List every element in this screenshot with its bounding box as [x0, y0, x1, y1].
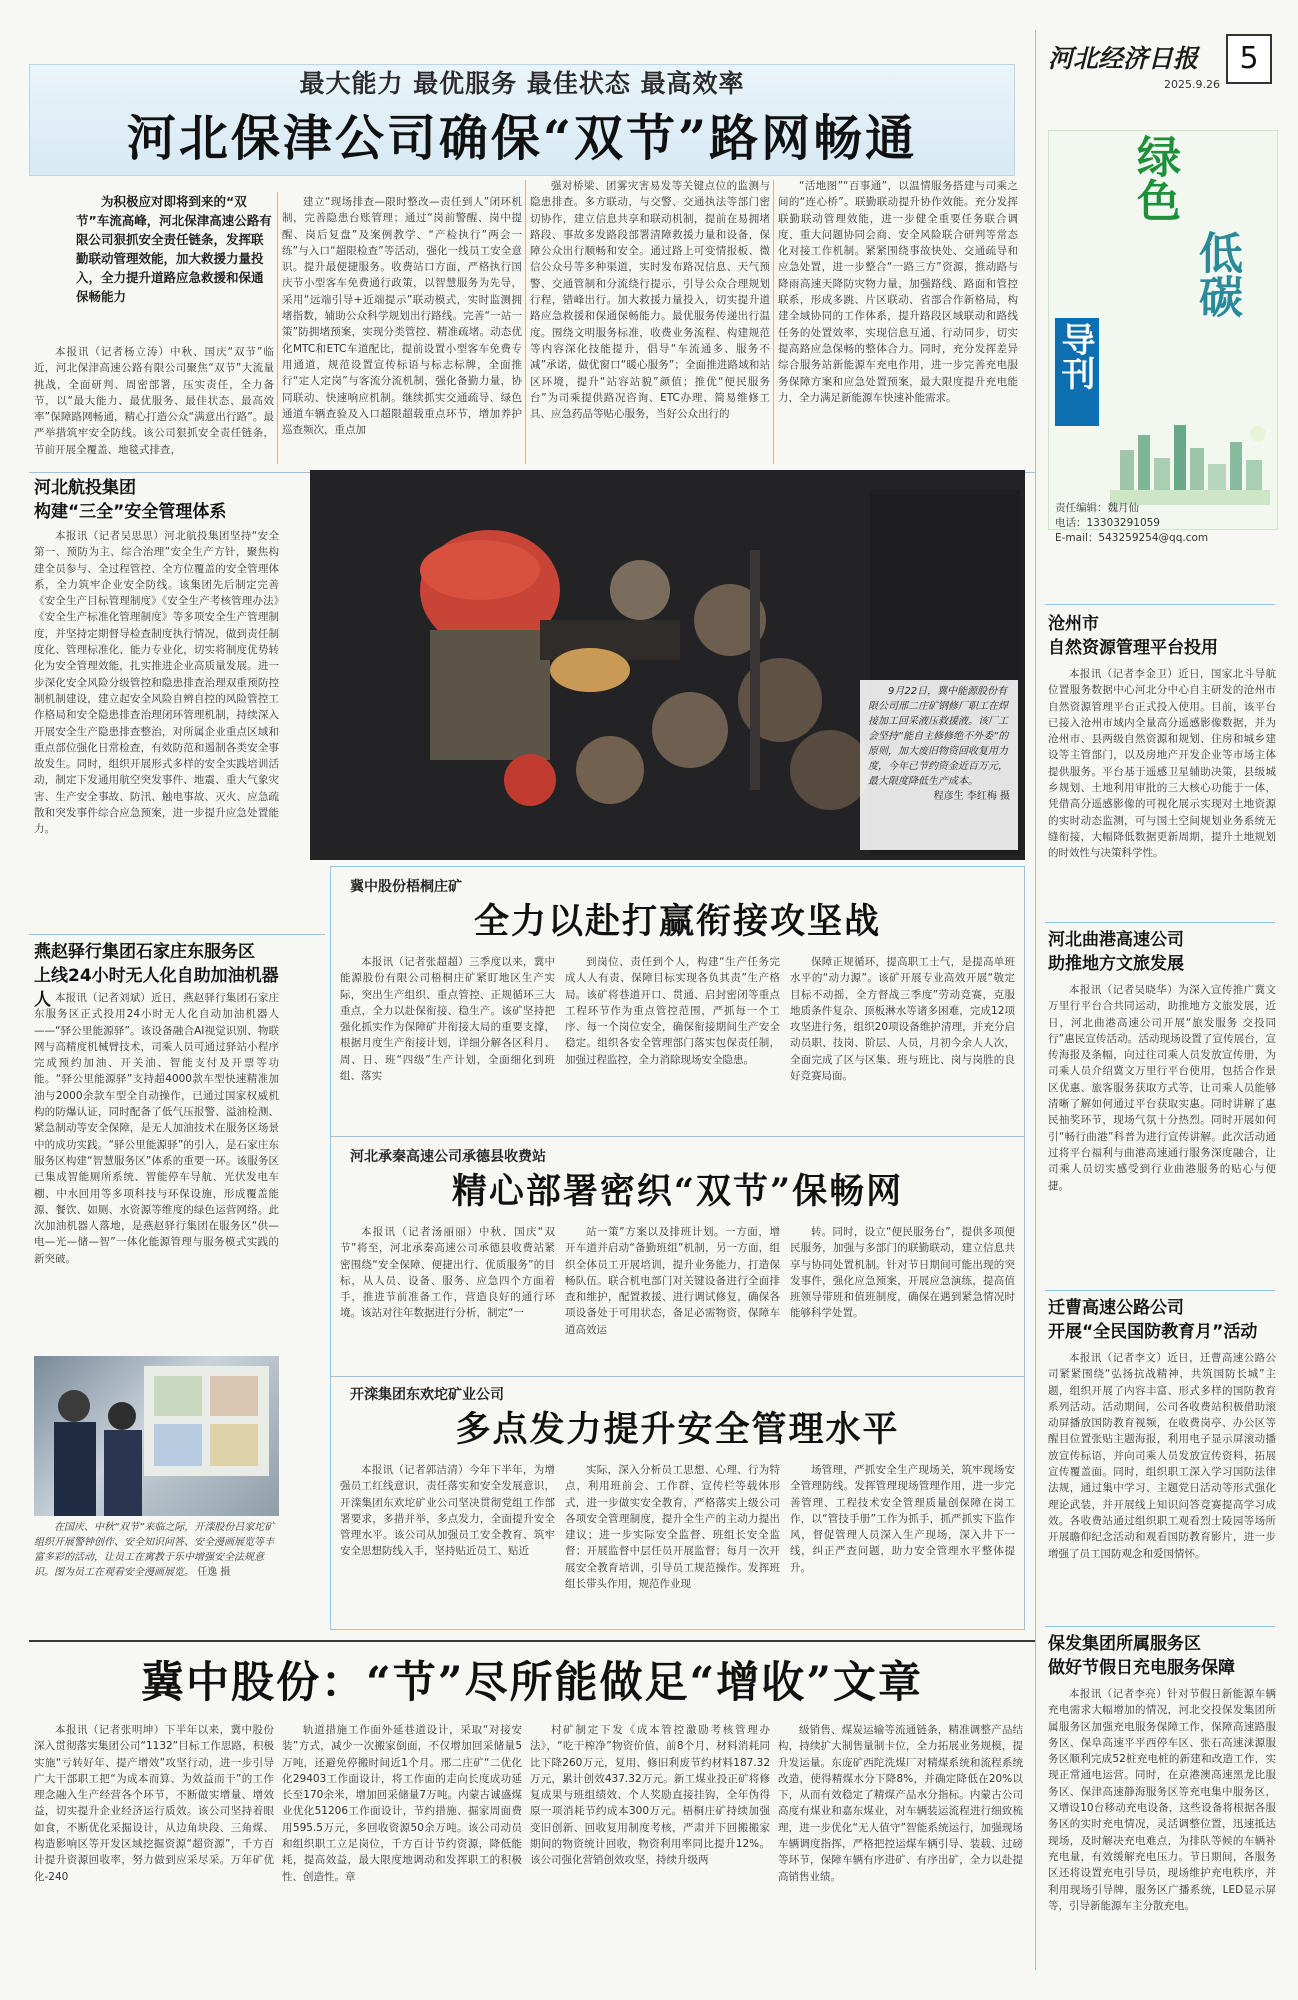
right-article-1-title: 沧州市 自然资源管理平台投用: [1048, 614, 1218, 658]
lead-divider-3: [773, 180, 774, 464]
left-article-1-title: 河北航投集团 构建“三全”安全管理体系: [34, 478, 227, 522]
right-article-3-title: 迁曹高速公路公司 开展“全民国防教育月”活动: [1048, 1298, 1258, 1342]
bottom-divider: [29, 1640, 1035, 1642]
center-article-2-col2: 站一策”方案以及排班计划。一方面，增开车道并启动“备勤班组”机制，另一方面，组织全体员工开展培训，提升业务能力，打造保畅队伍。联合机电部门对关键设备进行全面排查和维护，配置救援、进行调试修复，确保各项设备处于可用状态，备足必需物资，保障车道高效运: [565, 1226, 780, 1336]
lead-headline: 河北保津公司确保“双节”路网畅通: [126, 109, 918, 167]
right-article-2-body: 本报讯（记者吴晓华）为深入宣传推广冀文万里行平台合共同运动，助推地方文旅发展，近日，河北曲港高速公司开展“旅发服务 交投同行”惠民宣传活动。活动现场设置了宣传展台，宣传海报及条幅，向过往司乘人员发放宣传册，为司乘人员介绍冀文万里行平台使用，包括合作景区优惠、旅客服务获取方式等，让司乘人员能够清晰了解如何通过平台获取实惠。同时讲解了惠民抽奖环节，现场气氛十分热烈。同时开展如何引“畅行曲港”科普为进行宣传讲解。此次活动通过将平台福利与曲港高速通行服务深度融合，让司乘人员切实感受到行业曲港服务的贴心与便捷。: [1048, 984, 1276, 1192]
guide-label: 导刊: [1055, 322, 1095, 390]
center-article-3-kicker: 开滦集团东欢坨矿业公司: [350, 1387, 504, 1403]
lead-col2: 建立“现场排查—限时整改—责任到人”闭环机制，完善隐患台账管理；通过“岗前警醒、岗中提醒、岗后复盘”及案例教学、“产检执行”两会一练”与入口“超限检查”等活动，强化一线员工安全意识。提升最便捷服务。收费站口方面，严格执行国庆节小型客车免费通行政策，以智慧服务为先导，采用“远端引导+近端提示”联动模式，实时监测拥堵指数，辅助公众科学规划出行路线。完善“一站一策”防拥堵预案，实现分类管控、精准疏堵。动态优化MTC和ETC车道配比，提前设置小型客车免费专用通道，规范设置宣传标语与标志标牌，全面推行“定人定岗”与客流分流机制，强化备勤力量，协同联动、快速响应机制。继续抓实交通疏导、绿色通道车辆查验及入口超限超载重点环节，增加养护巡查频次，重点加: [282, 196, 522, 437]
right-column-divider: [1035, 30, 1036, 1970]
right-article-1-body: 本报讯（记者李金卫）近日，国家北斗导航位置服务数据中心河北分中心自主研发的沧州市自然资源管理平台正式投入使用。目前，该平台已接入沧州市域内全量高分遥感影像数据，并为沧州市、县两级自然资源和规划、住房和城乡建设等主管部门，以及房地产开发企业等市场主体提供服务。平台基于遥感卫星辅助决策，县级城乡规划、土地利用审批的三大核心功能于一体，凭借高分遥感影像的可视化展示实现对土地资源的实时动态监测，可与国土空间规划业务系统无缝衔接，大幅降低数据更新周期，提升土地规划的时效性与决策科学性。: [1048, 668, 1276, 860]
center-divider-2: [330, 1376, 1025, 1377]
guide-theme-green: 绿色: [1129, 134, 1180, 222]
center-article-1-kicker: 冀中股份梧桐庄矿: [350, 879, 462, 895]
center-article-3-col1: 本报讯（记者郭洁清）今年下半年，为增强员工红线意识，责任落实和安全发展意识，开滦集团东欢坨矿业公司坚决贯彻党组工作部署要求，多措并举，多点发力，全面提升安全管理水平。该公司从加强员工安全教育、筑牢安全思想防线入手，坚持贴近员工、贴近: [340, 1464, 555, 1558]
left-article-1-body: 本报讯（记者吴思思）河北航投集团坚持“安全第一、预防为主、综合治理”安全生产方针，聚焦构建全员参与、全过程管控、全方位覆盖的安全管理体系，全力筑牢企业安全防线。该集团先后制定完善《安全生产目标管理制度》《安全生产考核管理办法》《安全生产标准化管理制度》等多项安全生产管理制度，并坚持定期督导检查制度执行情况，做到责任制度化、管理标准化、能力专业化，切实将制度优势转化为安全管理效能，扎实推进企业高质量发展。进一步深化安全风险分级管控和隐患排查治理双重预防控制机制建设，建立起安全风险自辨自控的风险管控工作格局和安全隐患排查治理闭环管理机制，持续深入开展安全生产隐患排查整治，对所属企业重点区域和重点部位强化日常检查，有效防范和遏制各类安全事故发生。同时，组织开展形式多样的安全实践培训活动，制定下发通用航空突发事件、地震、重大气象灾害、生产安全事故、防汛、触电事故、灭火、应急疏散和突发事件综合应急预案，进一步提升应急处置能力。: [34, 530, 279, 836]
center-article-3-col2: 实际，深入分析员工思想、心理、行为特点，利用班前会、工作群、宣传栏等载体形式，进一步做实安全教育，严格落实上级公司各项安全管理制度，提升全生产的主动力提出建议；进一步实际安全监督、班组长安全监督；开展监督中层任员开展监督；每月一次开展安全教育培训，引导员工规范操作。发挥班组长带头作用，规范作业现: [565, 1464, 780, 1591]
center-article-3-col3: 场管理，严抓安全生产现场关，筑牢现场安全管理防线。发挥管理现场管理作用，进一步完善管理、工程技术安全管理质量创保障在岗工作，以“管技手册”工作为抓手，抓严抓实下监作风，督促管理人员深入生产现场，深入井下一线，纠正严查问题，助力安全管理水平整体提升。: [790, 1464, 1015, 1574]
right-article-2-title: 河北曲港高速公司 助推地方文旅发展: [1048, 930, 1184, 974]
right-divider-4: [1045, 1626, 1275, 1627]
center-article-2-kicker: 河北承秦高速公司承德县收费站: [350, 1149, 546, 1165]
center-article-2-col3: 转。同时，设立“便民服务台”，提供多项便民服务，加强与多部门的联勤联动，建立信息共享与协同处置机制。针对节日期间可能出现的突发事件，强化应急预案，开展应急演练，提高值班领导带班和值班制度，确保在遇到紧急情况时能够科学处置。: [790, 1226, 1015, 1320]
left-photo-credit: 任逸 摄: [197, 1567, 231, 1578]
right-article-4-title: 保发集团所属服务区 做好节假日充电服务保障: [1048, 1634, 1235, 1678]
bottom-col1: 本报讯（记者张明坤）下半年以来，冀中股份深入贯彻落实集团公司“1132”目标工作思路，积极实施“亏转好年、提产增效”攻坚行动，进一步引导广大干部职工把“为成本而算、为效益而干”的工作理念融入生产经营各个环节，不断做实增量、增效益，切实提升企业经济运行质效。该公司坚持着眼如食，不断优化采掘设计，从边角块段、三角煤、构造影响区等开发区域挖掘资源“超资源”，千方百计提升资源回收率，努力做到应采尽采。万年矿优化-240: [34, 1724, 274, 1883]
left-divider-mid: [29, 934, 325, 935]
left-article-2-title: 燕赵驿行集团石家庄东服务区 上线24小时无人化自助加油机器人: [34, 942, 279, 1010]
lead-summary: 为积极应对即将到来的“双节”车流高峰，河北保津高速公路有限公司狠抓安全责任链条，发挥联勤联动管理效能，加大救援力量投入，全力提升道路应急救援和保通保畅能力: [76, 194, 272, 304]
paper-name: 河北经济日报: [1048, 44, 1199, 73]
guide-theme-lowcarbon: 低碳: [1191, 230, 1242, 318]
center-divider-1: [330, 1136, 1025, 1137]
bottom-headline: 冀中股份：“节”尽所能做足“增收”文章: [141, 1658, 923, 1708]
left-photo: [34, 1356, 279, 1516]
center-article-1-headline: 全力以赴打赢衔接攻坚战: [473, 901, 881, 942]
skyline-illustration: [1110, 420, 1270, 505]
main-photo-caption-text: 9月22日，冀中能源股份有限公司邢二庄矿钢修厂职工在焊接加工回采液压救援液。该厂工会坚持“能自主修修绝不外委”的原则，加大废旧物资回收复用力度，今年已节约资金近百万元，最大限度降低生产成本。: [868, 686, 1009, 787]
lead-col1: 本报讯（记者杨立涛）中秋、国庆“双节”临近，河北保津高速公路有限公司聚焦“双节”大流量挑战，全面研判、周密部署，压实责任，全力备节，以“最大能力、最优服务、最佳状态、最高效率”保障路网畅通，精心打造公众“满意出行路”。最严举措筑牢安全防线。该公司狠抓安全责任链条，节前开展全覆盖、地毯式排查，: [34, 346, 274, 456]
page-number: 5: [1239, 41, 1259, 76]
right-divider-1: [1045, 604, 1275, 605]
lead-col3: 强对桥梁、团雾灾害易发等关键点位的监测与隐患排查。多方联动，与交警、交通执法等部门密切协作，建立信息共享和联动机制，提前在易拥堵路段、事故多发路段部署清障救援力量和设备，保障公众出行顺畅和安全。通过路上可变情报板、微信公众号等多种渠道，实时发布路况信息、天气预警、交通管制和分流绕行提示，引导公众合理规划行程，错峰出行。加大救援力量投入，切实提升道路应急救援和保通保畅能力。最优服务传递出行温度。围绕文明服务标准，收费业务流程、构建规范等内容深化技能提升，倡导“车流通多、服务不减”承诺，做优窗口“暖心服务”；全面推进路域和站区环境，提升“站容站貌”颜值；推优“便民服务台”为司乘提供路况咨询、ETC办理、简易维修工具、应急药品等贴心服务，当好公众出行的: [530, 180, 770, 421]
right-article-3-body: 本报讯（记者李文）近日，迁曹高速公路公司紧紧围绕“弘扬抗战精神，共筑国防长城”主题，组织开展了内容丰富、形式多样的国防教育系列活动。活动期间，公司各收费站积极借助滚动屏播放国防教育视频，在收费岗亭、办公区等醒目位置张贴主题海报，利用电子显示屏滚动播放宣传标语，并向司乘人员发放宣传资料，拓展宣传覆盖面。同时，组织职工深入学习国防法律法规，通过集中学习、主题党日活动等形式强化理论武装，并开展线上知识问答竞赛提高学习成效。各收费站通过组织职工观看烈士陵园等场所开展瞻仰纪念活动和观看国防教育影片，进一步增强了员工国防观念和爱国情怀。: [1048, 1352, 1276, 1560]
lead-col4: “活地图”“百事通”，以温情服务搭建与司乘之间的“连心桥”。联勤联动提升协作效能。充分发挥联勤联动管理效能，进一步健全重要任务联合调度、重大问题协同会商、安全风险联合研判等常态化对接工作机制。紧紧围绕事故快处、交通疏导和应急处置，进一步整合“一路三方”资源，推动路与降雨高速天降防灾物力量，加强路线、路面和管控联系，形成多跳、片区联动、省部合作新格局，构建全域协同的工作体系，提升路段区域联动和路线任务的处置效率，实现信息互通、行动同步，切实提高路应急保畅的整体合力。同时，充分发挥差异综合服务站新能源车充电作用，进一步完善充电服务保障方案和应急处置预案，最大限度提升充电能力，全力满足新能源车快速补能需求。: [778, 180, 1018, 404]
center-article-2-headline: 精心部署密织“双节”保畅网: [451, 1171, 904, 1212]
issue-date: 2025.9.26: [1164, 78, 1220, 91]
right-article-4-body: 本报讯（记者李亮）针对节假日新能源车辆充电需求大幅增加的情况，河北交投保发集团所属服务区加强充电服务保障工作，保障高速路服务区、保阜高速平平西停车区、张石高速涞源服务区顺利完成52桩充电桩的新建和改造工作，实现正常通电运营。同时，在京港澳高速黑龙比服务区、保津高速静海服务区等充电集中服务区，又增设10台移动充电设备，这些设备将根据各服务区的实时充电情况，灵活调整位置，迅速抵达现场，及时解决充电难点，为排队等候的车辆补充电量，有效缓解充电压力。节日期间，各服务区还将设置充电引导员，现场维护充电秩序，并利用现场引导牌，服务区广播系统，LED显示屏等，引导新能源车主分散充电。: [1048, 1688, 1276, 1912]
main-photo-credit: 程彦生 李红梅 摄: [933, 791, 1010, 802]
center-article-1-col3: 保障正规循环，提高职工士气，是提高单班水平的“动力源”。该矿开展专业高效开展“敬定目标不动摇，全方督战三季度”劳动竞赛，克服地质条件复杂、顶板淋水等诸多困难，完成12项攻坚进行务，组织20项设备维护清理，并充分启动员职、技岗、阶层、人员，月初今余人人次，全面完成了区与区集、班与班比、岗与岗胜的良好竞赛局面。: [790, 956, 1015, 1083]
lead-divider-1: [277, 192, 278, 464]
left-article-2-body: 本报讯（记者刘斌）近日，燕赵驿行集团石家庄东服务区正式投用24小时无人化自动加油机器人——“驿公里能源驿”。该设备融合AI视觉识别、物联网与高精度机械臂技术，司乘人员可通过驿站小程序完成预约加油、开关油、智能支付及开票等功能。“驿公里能源驿”支持超4000款车型快速精准加油与2000余款车型全自动操作，已通过国家权威机构的防爆认证，同时配备了低气压报警、溢油检测、紧急制动等安全保障，是无人加油技术在服务区场景中的成功实践。“驿公里能源驿”的引入，是石家庄东服务区构建“智慧服务区”体系的重要一环。该服务区已集成智能厕所系统、智能停车导航、光伏发电车棚、中水回用等多项科技与环保设施，形成覆盖能源、餐饮、如厕、水资源等维度的绿色运营网络。此次加油机器人落地，是燕赵驿行集团在服务区“供—电—光—储—智”一体化能源管理与服务模式实践的新突破。: [34, 992, 279, 1265]
bottom-col4: 级销售、煤炭运输等流通链条，精准调整产品结构，持续扩大制售量制卡位，全力拓展业务规模，提升发运量。东庞矿西陀洗煤厂对精煤系统和流程系统改造，使得精煤水分下降8%，并确定降低在20%以下，从而有效稳定了精煤产品水分指标。内蒙古公司高度有煤业和嘉东煤业，对车辆装运流程进行细致梳理，进一步优化“无人值守”智能系统运行，加强现场车辆调度指挥，严格把控运煤车辆引导、装载、过磅等环节，保障车辆有序进矿、有序出矿，全力以赴提高销售业绩。: [778, 1724, 1023, 1883]
center-article-1-col2: 到岗位、责任到个人，构建“生产任务完成人人有责、保障目标实现各负其责”生产格局。该矿将巷道开口、贯通、启封密闭等重点工程环节作为重点管控范围，严抓每一个工序、每一个岗位安全，确保衔接期间生产安全稳定。组织各安全管理部门落实包保责任制，加强过程监控，全力消除现场安全隐患。: [565, 956, 780, 1066]
bottom-col3: 村矿制定下发《成本管控激励考核管理办法》，“吃干榨净”物资价值，前8个月，材料消耗同比下降260万元，复用、修旧利废节约材料187.32万元，累计创效437.32万元。新工煤业投正矿将修复成果与班组绩效、个人奖励直接挂钩，全年伪得原一项消耗节约成本300万元。梧桐庄矿持续加强变旧创新、回收复用制度考核，严肃并下回搬搬家期间的物资统计回收，物资利用率同比提升12%。该公司强化营销创效攻坚，持续升级两: [530, 1724, 770, 1867]
lead-divider-2: [525, 180, 526, 464]
lead-kicker: 最大能力 最优服务 最佳状态 最高效率: [299, 69, 745, 98]
bottom-col2: 轨道措施工作面外延巷道设计，采取“对接安装”方式，减少一次搬家倒面，不仅增加回采储量5万吨，还避免停搬时间近1个月。邢二庄矿“二优化化29403工作面设计，将工作面的走向长度成功延长至170余米，增加回采储量7万吨。内蒙古诚盛煤业优化51206工作面设计，节约措施、掘家周面费用595.5万元，多回收资源50余万吨。该公司动员和组织职工立足岗位，千方百计节约资源，降低能耗，提高效益，最大限度地调动和发挥职工的积极性、创造性。章: [282, 1724, 522, 1883]
guide-phone: 电话：13303291059: [1055, 517, 1160, 529]
center-article-1-col1: 本报讯（记者张超超）三季度以来，冀中能源股份有限公司梧桐庄矿紧盯地区生产实际，突出生产组织、重点管控、正规循环三大重点，全力以赴保衔接、稳生产。该矿坚持把强化抓实作为保障矿井衔接大局的重要支撑，根据月度生产衔接计划，详细分解各区科月、周、日、班“四级”生产计划，全面细化到班组、落实: [340, 956, 555, 1083]
center-article-2-col1: 本报讯（记者汤丽丽）中秋、国庆“双节”将至，河北承秦高速公司承德县收费站紧密围绕“安全保障、便捷出行、优质服务”的目标，从人员、设备、服务、应急四个方面着手，推进节前准备工作，营造良好的通行环境。该站对往年数据进行分析，制定“一: [340, 1226, 555, 1320]
guide-editor: 责任编辑：魏月仙: [1055, 502, 1139, 514]
guide-email: E-mail：543259254@qq.com: [1055, 532, 1209, 544]
right-divider-3: [1045, 1290, 1275, 1291]
main-photo-caption: [868, 684, 1010, 804]
left-photo-caption: [34, 1520, 279, 1580]
left-photo-caption-text: 在国庆、中秋“双节”来临之际，开滦股份吕家坨矿组织开展警钟创作、安全知识问答、安全漫画展览等丰富多彩的活动，让员工在寓教于乐中增强安全法规意识。图为员工在观看安全漫画展览。: [34, 1522, 275, 1578]
right-divider-2: [1045, 922, 1275, 923]
center-article-3-headline: 多点发力提升安全管理水平: [455, 1409, 900, 1450]
